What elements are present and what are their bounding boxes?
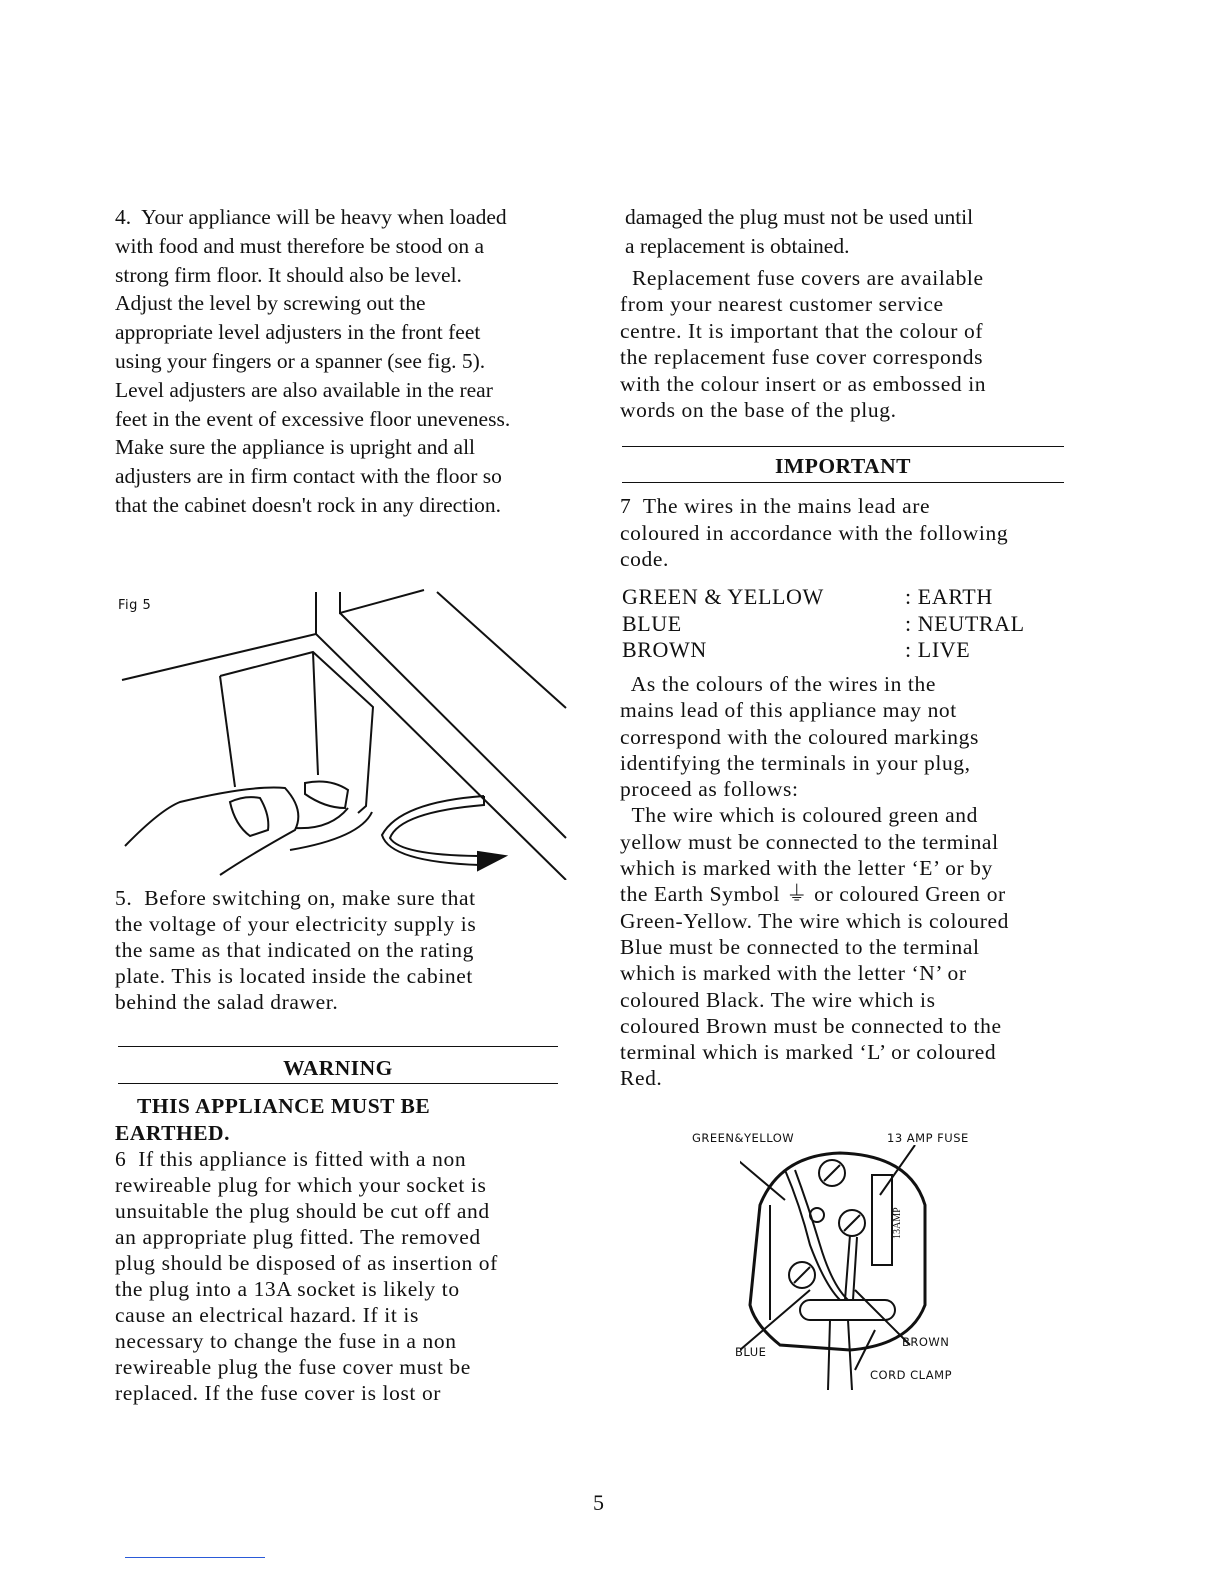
text-line: the plug into a 13A socket is likely to <box>115 1277 460 1301</box>
text-line: Red. <box>620 1066 663 1091</box>
label-blue: BLUE <box>735 1345 767 1359</box>
text-line: a replacement is obtained. <box>625 234 850 258</box>
continued-paragraph <box>625 203 973 261</box>
text-line: correspond with the coloured markings <box>620 724 979 749</box>
paragraph-6 <box>115 1146 498 1406</box>
wire-colour: BLUE <box>622 610 682 636</box>
text-line: strong firm floor. It should also be level. <box>115 262 462 287</box>
text-line: plug should be disposed of as insertion of <box>115 1251 498 1275</box>
text-line: adjusters are in firm contact with the floor so <box>115 464 502 489</box>
text-line: Green-Yellow. The wire which is coloured <box>620 908 1010 933</box>
text-line: Make sure the appliance is upright and all <box>115 435 476 460</box>
text-line: coloured in accordance with the following <box>620 520 1009 545</box>
page-number: 5 <box>593 1490 604 1515</box>
plug-wiring-diagram <box>740 1145 940 1390</box>
text-line: 6 If this appliance is fitted with a non <box>115 1147 467 1171</box>
figure-label: Fig 5 <box>118 598 152 613</box>
divider <box>622 446 1064 447</box>
text-line: coloured Brown must be connected to the <box>620 1013 1002 1038</box>
divider <box>622 482 1064 483</box>
text-line: that the cabinet doesn't rock in any direction. <box>115 492 501 517</box>
label-cord-clamp: CORD CLAMP <box>870 1368 953 1382</box>
label-green-yellow: GREEN&YELLOW <box>692 1131 795 1145</box>
text-line: an appropriate plug fitted. The removed <box>115 1225 481 1249</box>
text-line: mains lead of this appliance may not <box>620 698 957 723</box>
text-line: The wire which is coloured green and <box>620 803 978 828</box>
text-line: unsuitable the plug should be cut off and <box>115 1199 490 1223</box>
text-line: THIS APPLIANCE MUST BE <box>137 1094 431 1118</box>
fuse-cover-paragraph <box>620 265 986 423</box>
text-line: from your nearest customer service <box>620 292 944 317</box>
text-line: plate. This is located inside the cabinet <box>115 964 473 988</box>
wiring-instructions <box>620 671 1009 1092</box>
text-line: the same as that indicated on the rating <box>115 938 474 962</box>
wire-colour: BROWN <box>622 637 707 662</box>
text-line: rewireable plug for which your socket is <box>115 1173 487 1197</box>
paragraph-5 <box>115 885 476 1015</box>
wire-colour: GREEN & YELLOW <box>622 584 824 609</box>
wire-terminal: : NEUTRAL <box>905 610 1025 636</box>
divider <box>118 1046 558 1047</box>
text-line: rewireable plug the fuse cover must be <box>115 1355 471 1379</box>
warning-text <box>115 1093 430 1146</box>
text-line: using your fingers or a spanner (see fig. 5). <box>115 348 486 373</box>
text-line: which is marked with the letter ‘E’ or by <box>620 856 993 881</box>
text-line: necessary to change the fuse in a non <box>115 1329 457 1353</box>
text-line: Blue must be connected to the terminal <box>620 934 980 959</box>
text-line: coloured Black. The wire which is <box>620 987 936 1012</box>
paragraph-4 <box>115 203 510 520</box>
text-line: identifying the terminals in your plug, <box>620 750 971 775</box>
wire-colour-table <box>622 584 824 664</box>
text-line: damaged the plug must not be used until <box>625 205 974 229</box>
text-line: the Earth Symbol ⏚ or coloured Green or <box>620 882 1006 907</box>
text-line: cause an electrical hazard. If it is <box>115 1303 419 1327</box>
wire-terminal: : EARTH <box>905 584 993 609</box>
text-line: the voltage of your electricity supply is <box>115 912 477 936</box>
text-line: code. <box>620 547 669 571</box>
text-line: with the colour insert or as embossed in <box>620 371 987 396</box>
text-line: replaced. If the fuse cover is lost or <box>115 1381 442 1405</box>
divider <box>118 1083 558 1084</box>
fuse-text: 13AMP <box>892 1207 903 1239</box>
text-line: centre. It is important that the colour of <box>620 318 984 343</box>
wire-terminal: : LIVE <box>905 637 971 662</box>
text-line: 4. Your appliance will be heavy when loaded <box>115 205 507 229</box>
text-line: behind the salad drawer. <box>115 990 339 1014</box>
text-line: Level adjusters are also available in the rear <box>115 377 493 402</box>
paragraph-7 <box>620 493 1008 573</box>
wire-terminal-column <box>905 584 1025 664</box>
text-line: 7 The wires in the mains lead are <box>620 494 931 518</box>
text-line: proceed as follows: <box>620 777 799 802</box>
label-13-amp-fuse: 13 AMP FUSE <box>887 1131 969 1145</box>
text-line: the replacement fuse cover corresponds <box>620 345 984 370</box>
text-line: words on the base of the plug. <box>620 397 897 422</box>
text-line: with food and must therefore be stood on a <box>115 233 484 258</box>
text-line: which is marked with the letter ‘N’ or <box>620 961 967 986</box>
text-line: Adjust the level by screwing out the <box>115 291 426 316</box>
text-line: terminal which is marked ‘L’ or coloured <box>620 1040 997 1065</box>
footer-link-line <box>125 1557 265 1558</box>
text-line: appropriate level adjusters in the front feet <box>115 320 481 345</box>
warning-heading: WARNING <box>283 1056 393 1080</box>
text-line: As the colours of the wires in the <box>620 672 936 696</box>
text-line: yellow must be connected to the terminal <box>620 829 999 854</box>
label-brown: BROWN <box>902 1335 950 1349</box>
text-line: EARTHED. <box>115 1120 230 1145</box>
text-line: 5. Before switching on, make sure that <box>115 886 476 910</box>
important-heading: IMPORTANT <box>775 454 911 478</box>
figure-5-level-adjuster-illustration <box>100 580 570 880</box>
text-line: feet in the event of excessive floor uneveness. <box>115 406 511 431</box>
text-line: Replacement fuse covers are available <box>620 266 984 290</box>
